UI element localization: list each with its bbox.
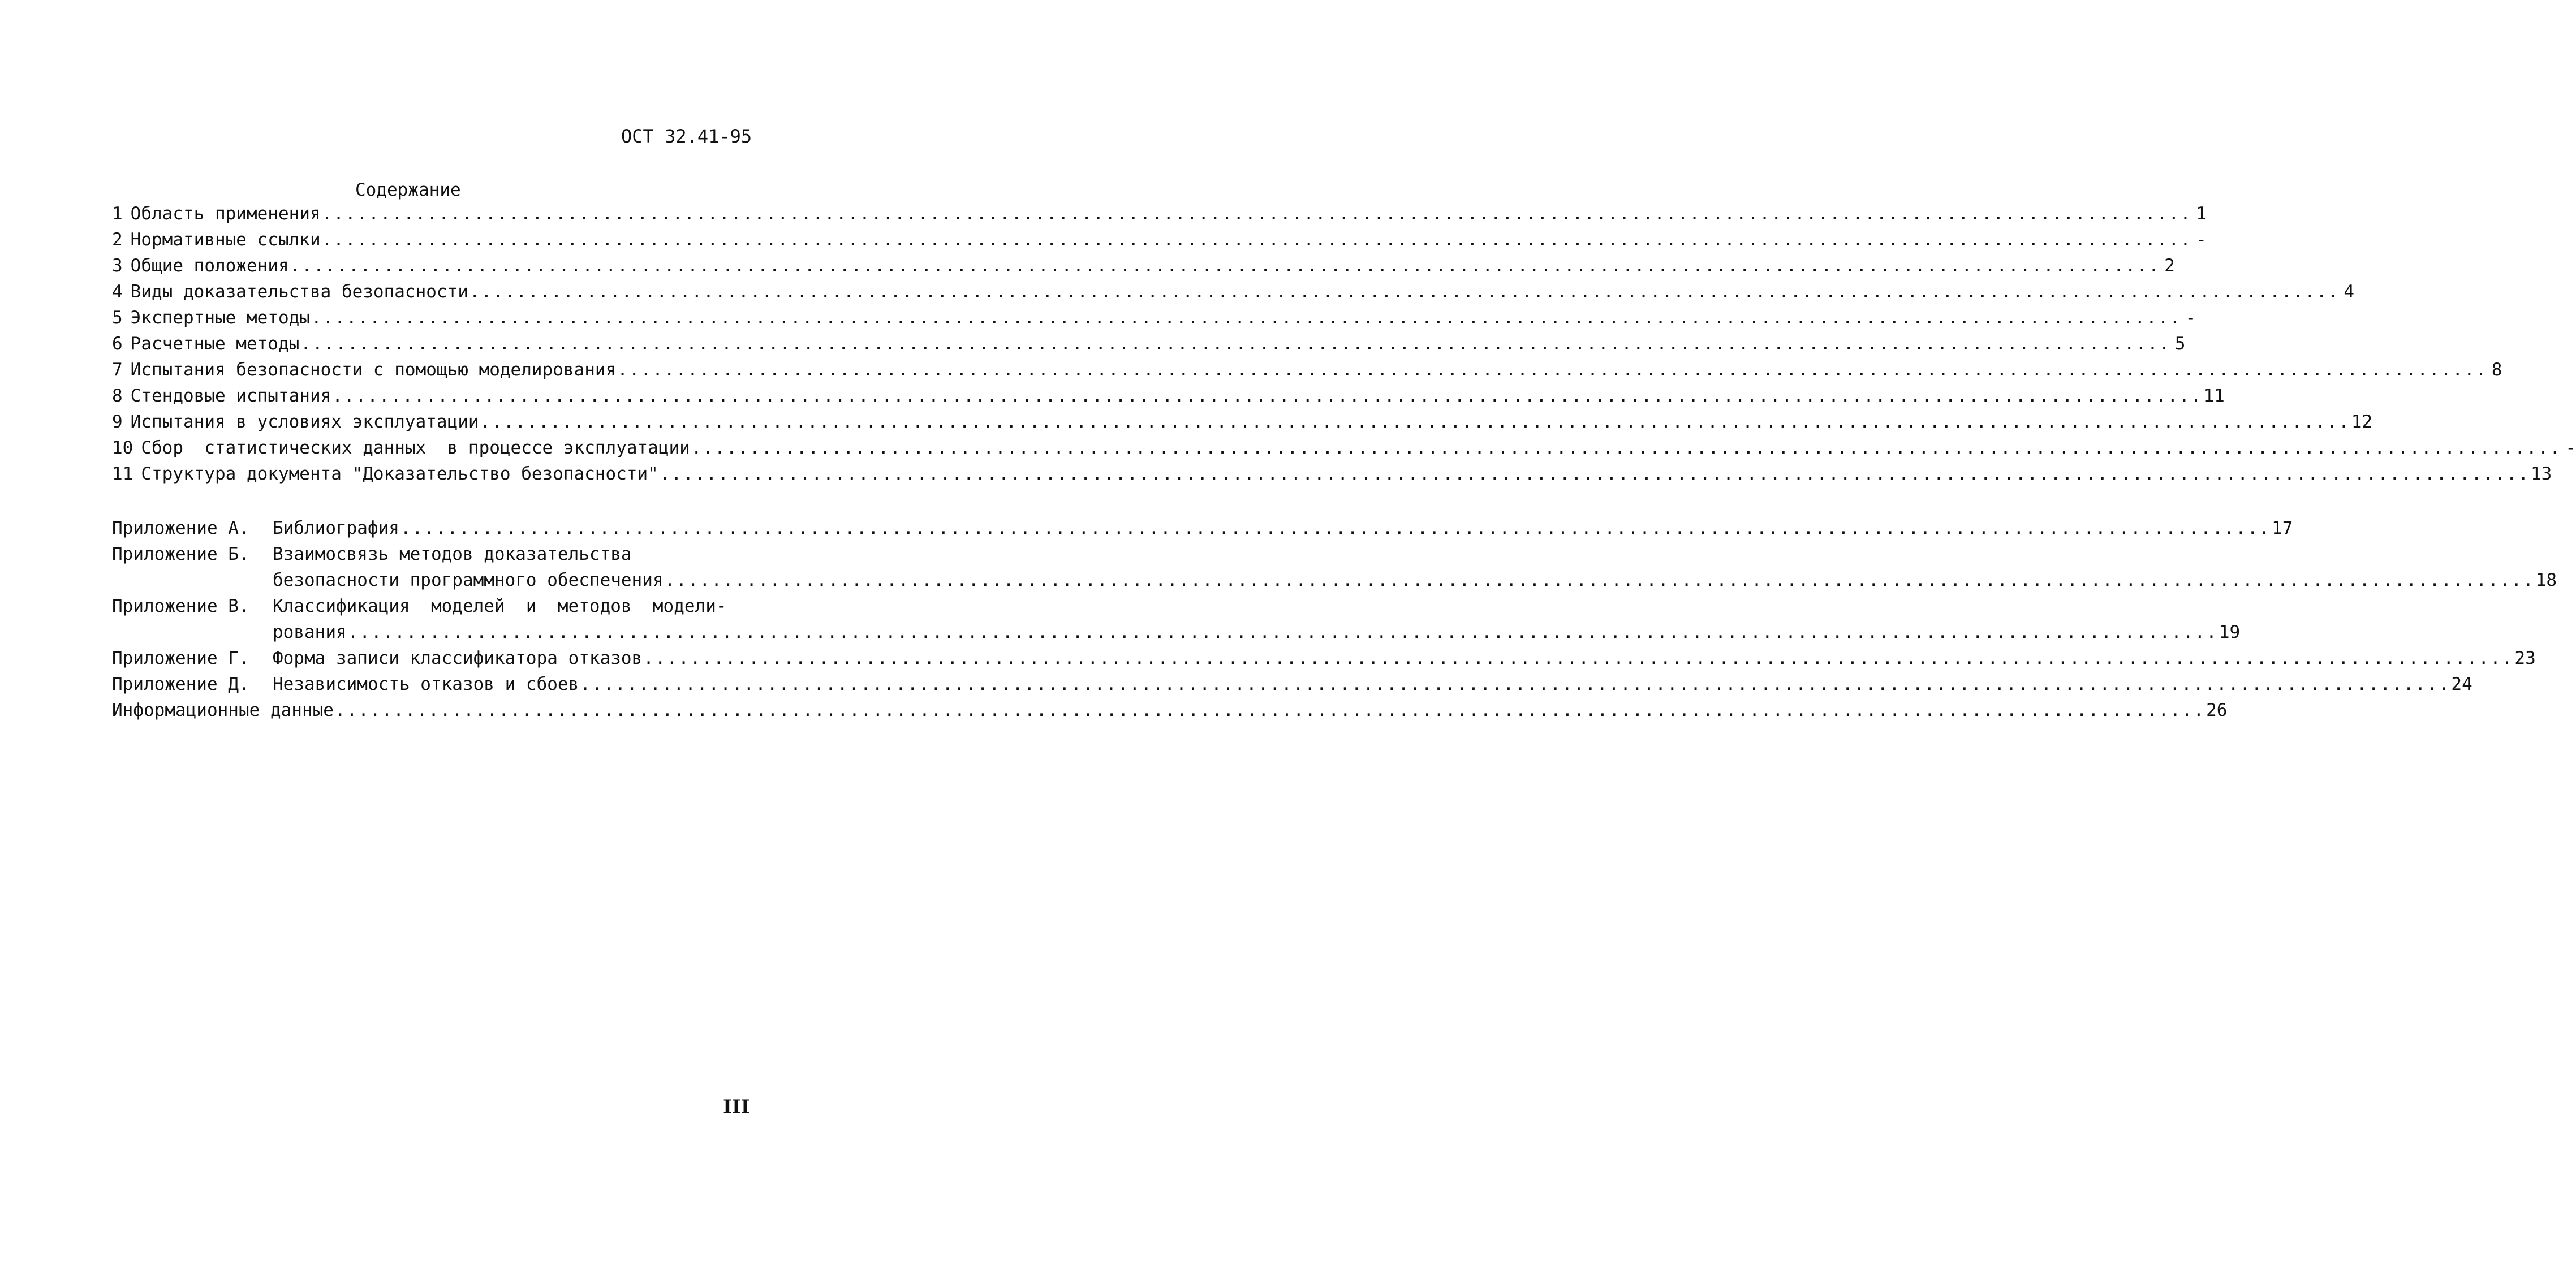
toc-entry-number: 7 [112,360,123,380]
toc-info-entry[interactable] [112,700,2228,725]
toc-entry-number: 1 [112,204,123,224]
toc-entry-page: 8 [2491,360,2502,380]
dot-leader [580,674,2450,694]
toc-appendix-entry[interactable] [112,596,2241,648]
appendix-page: 18 [2535,570,2557,590]
dot-leader [311,308,2181,328]
toc-entry[interactable] [112,256,2175,280]
toc-appendix-entry[interactable] [112,674,2472,700]
toc-entry-number: 3 [112,256,123,276]
page-number: III [723,1096,750,1119]
appendix-title-line: Взаимосвязь методов доказательства [273,544,632,564]
appendix-label: Приложение Г. [112,648,249,668]
toc-entry-title: Общие положения [130,256,289,276]
toc-entry-title: Испытания безопасности с помощью моделирования [130,360,617,380]
toc-entry-number: 6 [112,334,123,354]
appendix-title-line: Классификация моделей и методов модели- [273,596,727,616]
toc-entry-page: 12 [2351,412,2373,432]
dot-leader [617,360,2487,380]
info-page: 26 [2206,700,2228,720]
appendix-page: 17 [2272,518,2293,538]
toc-entry-page: 2 [2164,256,2175,276]
appendix-page: 19 [2219,622,2241,642]
appendix-label: Приложение В. [112,596,249,616]
appendix-title: Форма записи классификатора отказов [273,648,643,668]
dot-leader [348,622,2218,642]
appendix-title: Библиография [273,518,399,538]
dot-leader [322,204,2192,224]
toc-entry[interactable] [112,230,2207,254]
toc-entry-title: Экспертные методы [130,308,310,328]
toc-entry-title: Структура документа "Доказательство безопасности" [141,464,658,484]
dot-leader [469,282,2340,302]
appendix-page: 23 [2514,648,2536,668]
toc-entry-number: 2 [112,230,123,250]
info-title: Информационные данные [112,700,334,720]
toc-entry-number: 4 [112,282,123,302]
toc-entry-page: 1 [2196,204,2207,224]
document-code: ОСТ 32.41-95 [621,126,752,147]
toc-entry-title: Расчетные методы [130,334,300,354]
toc-entry-title: Область применения [130,204,321,224]
dot-leader [665,570,2535,590]
toc-title: Содержание [355,180,461,200]
toc-entry-page: - [2196,230,2207,250]
appendix-label: Приложение Б. [112,544,249,564]
toc-entry-number: 11 [112,464,133,484]
toc-entry[interactable] [112,464,2552,489]
appendix-page: 24 [2451,674,2472,694]
toc-entry[interactable] [112,386,2225,411]
dot-leader [300,334,2170,354]
dot-leader [335,700,2205,720]
toc-entry-title: Сбор статистических данных в процессе эксплуатации [141,438,690,458]
dot-leader [660,464,2530,484]
dot-leader [322,230,2192,250]
toc-entry[interactable] [112,308,2196,333]
toc-entry-page: 5 [2174,334,2186,354]
dot-leader [332,386,2202,406]
appendix-label: Приложение Д. [112,674,249,694]
toc-appendix-entry[interactable] [112,518,2293,544]
toc-entry-number: 8 [112,386,123,406]
dot-leader [691,438,2561,458]
toc-entry-page: 13 [2531,464,2552,484]
toc-entry-title: Виды доказательства безопасности [130,282,468,302]
dot-leader [290,256,2160,276]
toc-entry-page: 4 [2344,282,2355,302]
appendix-title-line: рования [273,622,347,642]
toc-entry-number: 5 [112,308,123,328]
dot-leader [400,518,2271,538]
toc-entry-page: - [2565,438,2576,458]
toc-entry-title: Нормативные ссылки [130,230,321,250]
appendix-title: Независимость отказов и сбоев [273,674,579,694]
dot-leader [480,412,2350,432]
toc-entry[interactable] [112,282,2355,307]
toc-appendix-entry[interactable] [112,648,2536,674]
toc-entry[interactable] [112,412,2373,437]
appendix-title-line: безопасности программного обеспечения [273,570,664,590]
toc-entry-page: - [2185,308,2196,328]
toc-entry-title: Стендовые испытания [130,386,331,406]
toc-entry-title: Испытания в условиях эксплуатации [130,412,479,432]
toc-entry[interactable] [112,438,2576,463]
toc-appendix-entry[interactable] [112,544,2557,596]
appendix-label: Приложение А. [112,518,249,538]
dot-leader [643,648,2513,668]
toc-entry[interactable] [112,334,2186,359]
toc-entry[interactable] [112,204,2207,228]
toc-entry-page: 11 [2203,386,2225,406]
toc-entry[interactable] [112,360,2502,385]
toc-entry-number: 10 [112,438,133,458]
toc-entry-number: 9 [112,412,123,432]
